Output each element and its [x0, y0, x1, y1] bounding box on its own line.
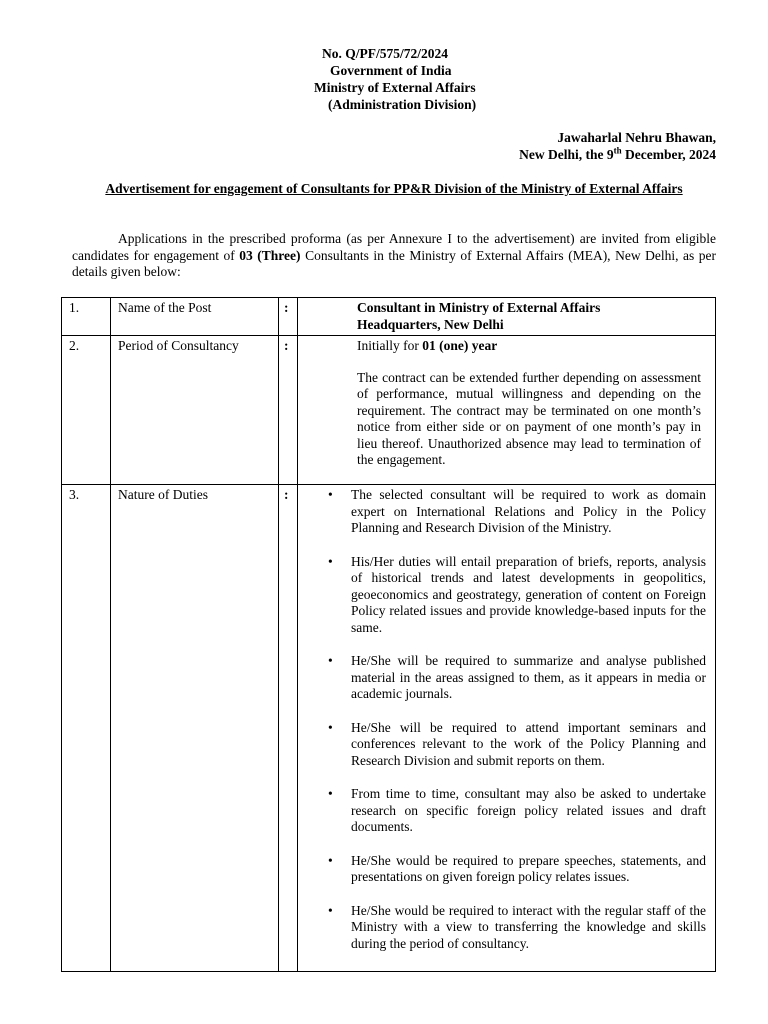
place-date: New Delhi, the 9th December, 2024	[519, 145, 716, 162]
consultancy-period	[298, 336, 716, 485]
table-row	[62, 485, 716, 972]
division-name: (Administration Division)	[328, 97, 477, 112]
ministry-name: Ministry of External Affairs	[314, 80, 476, 95]
duties-list-cell	[298, 485, 716, 972]
row-label: Name of the Post	[111, 298, 279, 336]
duties-list	[298, 487, 706, 952]
list-item: • He/She will be required to attend important seminars and conferences relevant to the work of the Policy Planning and Research Division and submit reports on them.	[328, 719, 706, 768]
row-colon: :	[279, 336, 298, 485]
period-details: The contract can be extended further depending on assessment of performance, mutual willingness and depending on the requirement. The contract may be terminated on one month’s notice from either side or on payment of one month’s pay in lieu thereof. Unauthorized absence may lead to termination of the engagement.	[357, 369, 701, 467]
bullet-icon: •	[328, 902, 333, 918]
bullet-icon: •	[328, 719, 333, 735]
post-name: Consultant in Ministry of External Affairs Headquarters, New Delhi	[298, 298, 716, 336]
advertisement-title: Advertisement for engagement of Consultants for PP&R Division of the Ministry of External Affairs	[105, 181, 683, 196]
list-item: • He/She will be required to summarize and analyse published material in the areas assigned to them, as it appears in media or academic journals.	[328, 653, 706, 701]
bullet-icon: •	[328, 553, 333, 569]
list-item: • The selected consultant will be required to work as domain expert on International Relations and Policy in the Policy Planning and Research Division of the Ministry.	[328, 487, 706, 535]
details-table	[61, 297, 716, 972]
bullet-icon: •	[328, 487, 333, 502]
bullet-icon: •	[328, 653, 333, 668]
table-row	[62, 298, 716, 336]
initial-period: Initially for 01 (one) year	[357, 338, 498, 353]
row-label: Nature of Duties	[111, 485, 279, 972]
place-address: Jawaharlal Nehru Bhawan,	[557, 130, 716, 145]
bullet-icon: •	[328, 786, 333, 801]
consultant-count: 03 (Three)	[239, 247, 301, 263]
list-item: • He/She would be required to interact with the regular staff of the Ministry with a view to transferring the knowledge and skills during the period of consultancy.	[328, 902, 706, 951]
list-item: • He/She would be required to prepare speeches, statements, and presentations on given foreign policy relates issues.	[328, 852, 706, 884]
intro-paragraph: Applications in the prescribed proforma (as per Annexure I to the advertisement) are invited from eligible candidates for engagement of 03 (Three) Consultants in the Ministry of External Affairs (MEA), New Delhi, as per details given below:	[72, 231, 716, 279]
reference-number: No. Q/PF/575/72/2024	[322, 46, 448, 61]
row-number: 2.	[62, 336, 111, 485]
government-name: Government of India	[330, 63, 452, 78]
row-number: 1.	[62, 298, 111, 336]
row-number: 3.	[62, 485, 111, 972]
table-row	[62, 336, 716, 485]
list-item: • From time to time, consultant may also be asked to undertake research on specific foreign policy related issues and draft documents.	[328, 786, 706, 834]
row-colon: :	[279, 485, 298, 972]
list-item: • His/Her duties will entail preparation of briefs, reports, analysis of historical trends and latest developments in geopolitics, geoeconomics and geostrategy, generation of content on Foreign Policy related issues and provide knowledge-based inputs for the same.	[328, 553, 706, 635]
row-label: Period of Consultancy	[111, 336, 279, 485]
bullet-icon: •	[328, 852, 333, 868]
row-colon: :	[279, 298, 298, 336]
